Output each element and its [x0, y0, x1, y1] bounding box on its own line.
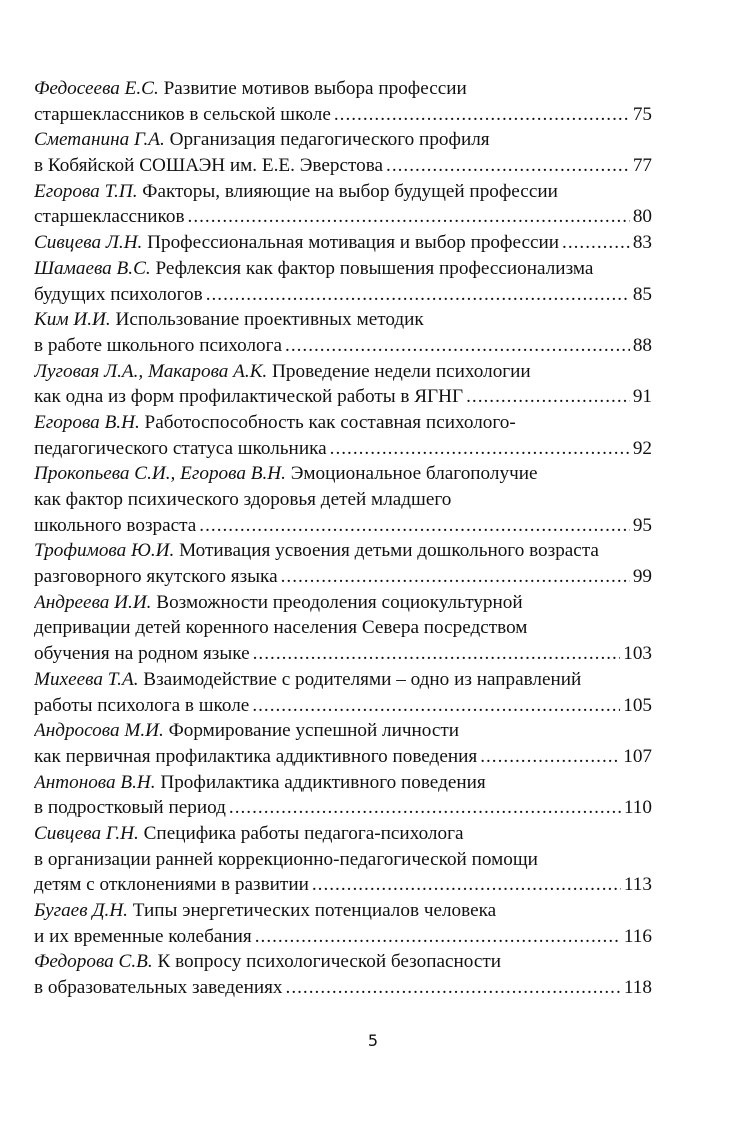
toc-leader-dots — [199, 513, 630, 539]
toc-author: Сивцева Л.Н. — [34, 232, 143, 254]
toc-entry-text — [34, 720, 459, 741]
toc-entry — [34, 230, 652, 256]
toc-entry-text — [34, 924, 252, 950]
toc-entry-text — [34, 384, 463, 410]
toc-entry-text — [34, 204, 185, 230]
toc-author: Андросова М.И. — [34, 720, 164, 742]
toc-entry-text — [34, 823, 463, 844]
toc-title-line: как первичная профилактика аддиктивного поведения — [34, 745, 478, 767]
toc-leader-dots — [281, 564, 630, 590]
toc-entry-line — [34, 410, 652, 436]
toc-title-line: старшеклассников — [34, 206, 185, 228]
toc-entry — [34, 770, 652, 821]
toc-page-number: 77 — [632, 155, 652, 177]
toc-entry-line — [34, 949, 652, 975]
toc-title-line: будущих психологов — [34, 283, 203, 305]
toc-entry-text — [34, 361, 531, 382]
toc-entry-text — [34, 489, 451, 510]
toc-leader-dots — [286, 975, 621, 1001]
toc-entry-text — [34, 436, 327, 462]
toc-author: Прокопьева С.И., Егорова В.Н. — [34, 463, 286, 485]
toc-title-line: как фактор психического здоровья детей младшего — [34, 489, 452, 510]
toc-entry-line — [34, 436, 652, 462]
toc-entry — [34, 179, 652, 230]
toc-leader-dots — [229, 795, 621, 821]
toc-entry — [34, 461, 652, 538]
toc-page-number: 99 — [632, 566, 652, 588]
toc-page-number: 103 — [623, 643, 652, 665]
toc-author: Егорова Т.П. — [34, 180, 138, 202]
toc-entry-text — [34, 309, 424, 330]
toc-title-line: Специфика работы педагога-психолога — [143, 822, 464, 844]
toc-author: Бугаев Д.Н. — [34, 900, 128, 921]
toc-author: Шамаева В.С. — [34, 257, 151, 279]
toc-title-line: К вопросу психологической безопасности — [157, 951, 502, 973]
toc-entry-text — [34, 975, 283, 1001]
toc-author: Федосеева Е.С. — [34, 78, 159, 99]
toc-entry-text — [34, 744, 477, 770]
toc-title-line: Возможности преодоления социокультурной — [156, 591, 523, 613]
toc-title-line: Эмоциональное благополучие — [290, 463, 538, 485]
toc-leader-dots — [330, 436, 630, 462]
toc-entry-line — [34, 924, 652, 950]
toc-entry — [34, 898, 652, 949]
toc-entry — [34, 359, 652, 410]
toc-title-line: и их временные колебания — [34, 925, 252, 947]
toc-title-line: в организации ранней коррекционно-педагогической помощи — [34, 848, 538, 870]
toc-entry-text — [34, 181, 558, 202]
toc-entry-text — [34, 772, 486, 793]
toc-title-line: в образовательных заведениях — [34, 977, 283, 999]
toc-entry-text — [34, 153, 383, 179]
toc-entry-text — [34, 102, 331, 128]
toc-entry — [34, 949, 652, 1000]
toc-author: Луговая Л.А., Макарова А.К. — [34, 360, 268, 382]
toc-title-line: Факторы, влияющие на выбор будущей профессии — [142, 180, 558, 202]
toc-leader-dots — [386, 153, 630, 179]
table-of-contents — [34, 76, 652, 1001]
toc-leader-dots — [252, 693, 620, 719]
toc-entry-line — [34, 590, 652, 616]
toc-entry — [34, 256, 652, 307]
toc-entry-line — [34, 102, 652, 128]
toc-entry-line — [34, 256, 652, 282]
toc-author: Андреева И.И. — [34, 591, 152, 613]
toc-entry-text — [34, 564, 278, 590]
toc-title-line: обучения на родном языке — [34, 643, 250, 665]
toc-entry-text — [34, 129, 490, 150]
toc-entry-text — [34, 282, 203, 308]
toc-title-line: школьного возраста — [34, 514, 197, 536]
toc-author: Антонова В.Н. — [34, 771, 156, 793]
toc-entry-line — [34, 179, 652, 205]
page-number: 5 — [367, 1031, 379, 1050]
toc-leader-dots — [206, 282, 630, 308]
toc-entry-line — [34, 744, 652, 770]
toc-entry-line — [34, 615, 652, 641]
toc-entry-text — [34, 463, 538, 484]
toc-entry — [34, 718, 652, 769]
toc-title-line: Проведение недели психологии — [272, 360, 531, 382]
toc-leader-dots — [466, 384, 630, 410]
toc-entry — [34, 127, 652, 178]
toc-entry-text — [34, 333, 282, 359]
toc-leader-dots — [480, 744, 620, 770]
toc-leader-dots — [562, 230, 630, 256]
toc-title-line: в Кобяйской СОШАЭН им. Е.Е. Эверстова — [34, 155, 384, 177]
toc-title-line: Работоспособность как составная психолого- — [144, 411, 516, 433]
toc-entry-text — [34, 513, 196, 539]
toc-entry-text — [34, 78, 467, 99]
toc-entry-text — [34, 872, 309, 898]
toc-author: Сивцева Г.Н. — [34, 822, 139, 844]
toc-entry-line — [34, 127, 652, 153]
toc-entry-line — [34, 359, 652, 385]
toc-author: Ким И.И. — [34, 309, 111, 331]
toc-page-number: 80 — [632, 206, 652, 228]
toc-page-number: 92 — [632, 437, 652, 459]
toc-leader-dots — [334, 102, 630, 128]
toc-page-number: 118 — [623, 977, 652, 999]
toc-entry-line — [34, 307, 652, 333]
toc-author: Сметанина Г.А. — [34, 129, 165, 151]
toc-title-line: работы психолога в школе — [34, 694, 250, 716]
toc-page-number: 113 — [623, 874, 652, 896]
toc-entry — [34, 410, 652, 461]
toc-entry-line — [34, 461, 652, 487]
toc-entry-text — [34, 951, 501, 972]
toc-leader-dots — [312, 872, 621, 898]
toc-author: Михеева Т.А. — [34, 668, 139, 690]
toc-title-line: старшеклассников в сельской школе — [34, 103, 331, 125]
toc-entry-line — [34, 667, 652, 693]
toc-entry-text — [34, 900, 496, 921]
toc-entry-line — [34, 718, 652, 744]
toc-title-line: Развитие мотивов выбора профессии — [163, 78, 467, 99]
toc-entry-line — [34, 821, 652, 847]
toc-entry-text — [34, 230, 559, 256]
toc-entry — [34, 667, 652, 718]
toc-entry-text — [34, 641, 250, 667]
toc-page-number: 91 — [632, 386, 652, 408]
toc-entry-text — [34, 412, 516, 433]
toc-page-number: 75 — [632, 103, 652, 125]
toc-title-line: в работе школьного психолога — [34, 334, 283, 356]
toc-title-line: Использование проективных методик — [115, 309, 424, 331]
toc-title-line: Рефлексия как фактор повышения профессионализма — [155, 257, 594, 279]
toc-entry-text — [34, 258, 593, 279]
toc-title-line: Формирование успешной личности — [168, 720, 460, 742]
toc-entry — [34, 307, 652, 358]
toc-leader-dots — [188, 204, 630, 230]
toc-entry — [34, 590, 652, 667]
toc-entry-line — [34, 770, 652, 796]
toc-page-number: 83 — [632, 232, 652, 254]
toc-entry — [34, 821, 652, 898]
toc-title-line: депривации детей коренного населения Севера посредством — [34, 617, 528, 639]
toc-author: Трофимова Ю.И. — [34, 540, 175, 562]
toc-entry-text — [34, 693, 249, 719]
toc-entry-text — [34, 540, 599, 561]
toc-entry — [34, 538, 652, 589]
toc-title-line: Профессиональная мотивация и выбор профессии — [147, 232, 560, 254]
toc-title-line: Организация педагогического профиля — [169, 129, 490, 151]
toc-entry-text — [34, 849, 538, 870]
toc-title-line: Взаимодействие с родителями – одно из направлений — [143, 668, 582, 690]
toc-page-number: 95 — [632, 514, 652, 536]
toc-title-line: Профилактика аддиктивного поведения — [160, 771, 486, 793]
toc-entry-line — [34, 898, 652, 924]
toc-page-number: 116 — [623, 925, 652, 947]
toc-entry-line — [34, 513, 652, 539]
toc-entry-line — [34, 693, 652, 719]
toc-entry-line — [34, 641, 652, 667]
toc-entry-text — [34, 617, 527, 638]
toc-page-number: 85 — [632, 283, 652, 305]
toc-entry-line — [34, 975, 652, 1001]
toc-entry-line — [34, 872, 652, 898]
toc-entry-text — [34, 592, 523, 613]
toc-title-line: Мотивация усвоения детьми дошкольного возраста — [179, 540, 599, 562]
toc-page-number: 110 — [623, 797, 652, 819]
toc-title-line: Типы энергетических потенциалов человека — [132, 900, 497, 921]
toc-entry — [34, 76, 652, 127]
toc-entry-line — [34, 333, 652, 359]
toc-entry-line — [34, 230, 652, 256]
toc-entry-line — [34, 153, 652, 179]
toc-entry-line — [34, 76, 652, 102]
toc-title-line: разговорного якутского языка — [34, 566, 278, 588]
toc-author: Егорова В.Н. — [34, 411, 140, 433]
toc-entry-line — [34, 564, 652, 590]
toc-author: Федорова С.В. — [34, 951, 153, 973]
toc-leader-dots — [285, 333, 630, 359]
toc-entry-line — [34, 282, 652, 308]
toc-entry-line — [34, 847, 652, 873]
toc-title-line: в подростковый период — [34, 797, 226, 819]
toc-title-line: педагогического статуса школьника — [34, 437, 327, 459]
toc-entry-line — [34, 384, 652, 410]
toc-entry-text — [34, 669, 581, 690]
toc-title-line: детям с отклонениями в развитии — [34, 874, 309, 896]
toc-page-number: 105 — [623, 694, 652, 716]
toc-entry-line — [34, 795, 652, 821]
toc-entry-line — [34, 487, 652, 513]
toc-title-line: как одна из форм профилактической работы в ЯГНГ — [34, 386, 464, 408]
toc-entry-line — [34, 204, 652, 230]
toc-page-number: 107 — [623, 745, 652, 767]
toc-entry-line — [34, 538, 652, 564]
toc-entry-text — [34, 795, 226, 821]
toc-leader-dots — [255, 924, 621, 950]
toc-leader-dots — [253, 641, 621, 667]
toc-page-number: 88 — [632, 334, 652, 356]
